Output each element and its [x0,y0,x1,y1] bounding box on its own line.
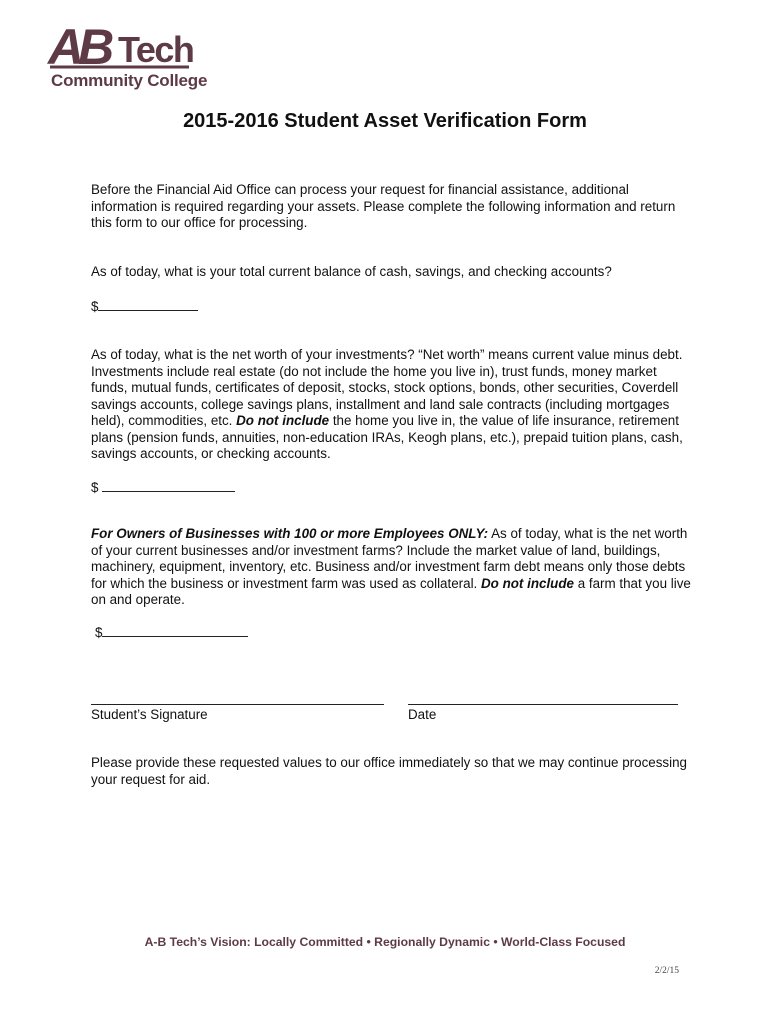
do-not-include-emphasis: Do not include [481,575,574,591]
business-question [91,526,691,609]
logo-subtitle: Community College [51,71,208,90]
revision-date: 2/2/15 [654,966,679,976]
business-answer[interactable] [95,624,248,641]
dollar-prefix: $ [95,625,103,640]
logo-name-text: Tech [118,29,194,70]
investments-question [91,347,691,463]
ab-tech-logo-mark [46,14,196,72]
investments-answer[interactable] [91,479,235,496]
student-signature-label: Student’s Signature [91,707,208,722]
intro-paragraph: Before the Financial Aid Office can process your request for financial assistance, additional information is required regarding your assets. Please complete the following information and return this form to our office for processing. [91,182,676,230]
investments-blank[interactable] [102,479,235,492]
do-not-include-emphasis: Do not include [236,413,330,428]
business-owners-lead: For Owners of Businesses with 100 or more Employees ONLY: [91,526,489,541]
student-signature-line[interactable] [91,704,384,705]
date-line[interactable] [408,704,678,705]
dollar-prefix: $ [91,299,99,314]
logo-mark-text: AB [48,19,109,72]
cash-balance-answer[interactable] [91,298,198,315]
investments-text-b: the home you live in, the value of life insurance, retirement plans (pension funds, annuities, non-education IRAs, Keogh plans, etc.), prepaid tuition plans, cash, savings accounts, or checking accounts. [91,413,683,461]
vision-statement: A-B Tech’s Vision: Locally Committed • Regionally Dynamic • World-Class Focused [144,935,626,949]
investments-text-a: As of today, what is the net worth of your investments? “Net worth” means current value minus debt. Investments include real estate (do not include the home you live in), trust funds, money market funds, mutual funds, certificates of deposit, stocks, stock options, bonds, other securities, Coverdell savings accounts, college savings plans, installment and land sale contracts (including mortgages held), commodities, etc. [91,347,683,428]
dollar-prefix: $ [91,480,99,495]
business-blank[interactable] [102,624,248,637]
closing-paragraph: Please provide these requested values to our office immediately so that we may continue processing your request for aid. [91,755,687,787]
college-logo [46,14,208,94]
date-label: Date [408,707,437,722]
business-text-a: As of today, what is the net worth of your current businesses and/or investment farms? Include the market value of land, buildings, machinery, equipment, inventory, etc. Business and/or investment farm debt means only those debts for which the business or investment farm was used as collateral. [91,526,688,591]
business-text-b: a farm that you live on and operate. [91,575,691,607]
page-title: 2015-2016 Student Asset Verification Form [183,110,587,132]
cash-balance-question: As of today, what is your total current balance of cash, savings, and checking accounts? [91,264,612,279]
cash-balance-blank[interactable] [98,298,198,311]
